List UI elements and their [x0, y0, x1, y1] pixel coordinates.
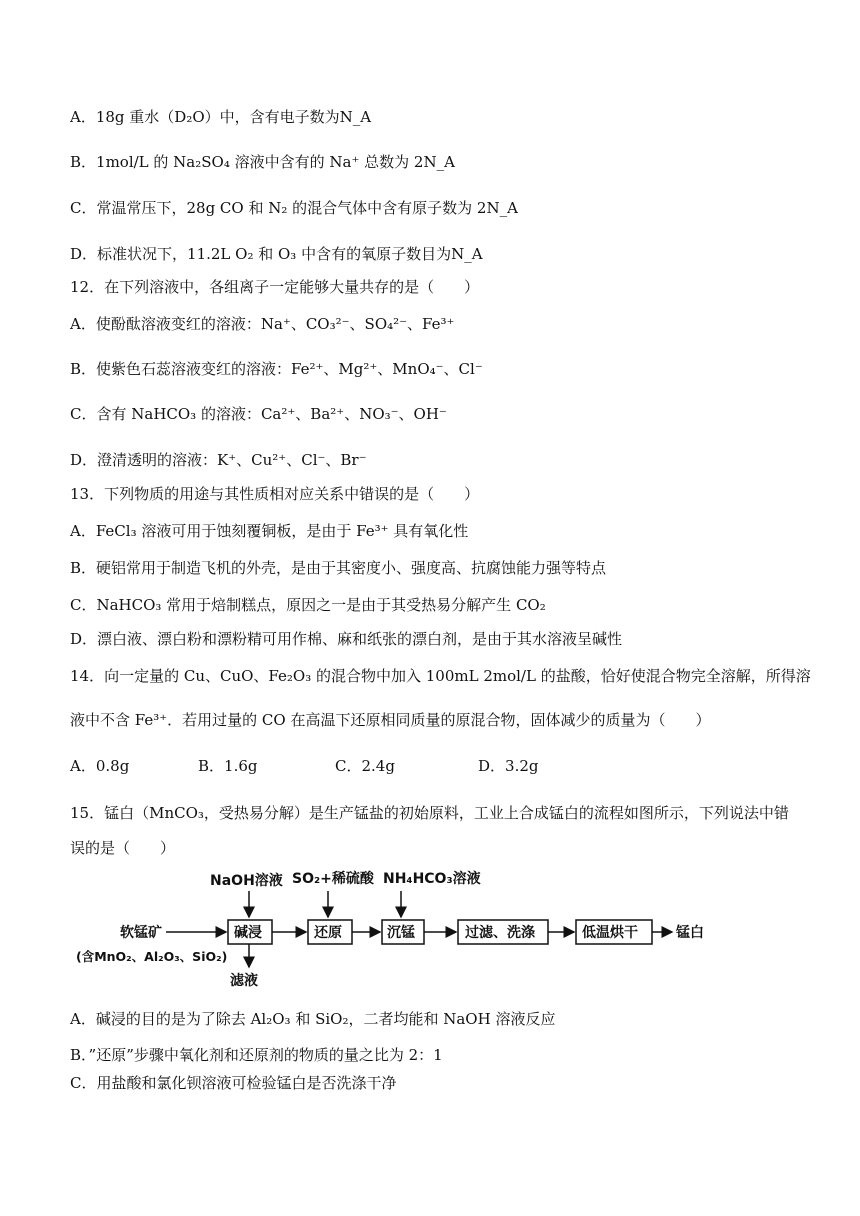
- q13-stem: 13．下列物质的用途与其性质相对应关系中错误的是（ ）: [70, 485, 480, 503]
- q14-option-a: A．0.8g: [70, 757, 130, 775]
- waste-filtrate: 滤液: [230, 973, 258, 989]
- q14-option-d: D．3.2g: [478, 757, 539, 775]
- q14-stem-line1: 14．向一定量的 Cu、CuO、Fe₂O₃ 的混合物中加入 100mL 2mol/L 的盐酸，恰好使混合物完全溶解，所得溶: [70, 667, 811, 685]
- reagent-so2-acid: SO₂+稀硫酸: [292, 871, 374, 887]
- q12-option-c: C．含有 NaHCO₃ 的溶液：Ca²⁺、Ba²⁺、NO₃⁻、OH⁻: [70, 405, 447, 423]
- q11-option-a: A．18g 重水（D₂O）中，含有电子数为N_A: [70, 108, 372, 126]
- q12-option-a: A．使酚酞溶液变红的溶液：Na⁺、CO₃²⁻、SO₄²⁻、Fe³⁺: [70, 315, 455, 333]
- q13-option-a: A．FeCl₃ 溶液可用于蚀刻覆铜板，是由于 Fe³⁺ 具有氧化性: [70, 522, 469, 540]
- q12-stem: 12．在下列溶液中，各组离子一定能够大量共存的是（ ）: [70, 278, 480, 296]
- product-mn-white: 锰白: [676, 925, 704, 941]
- q12-option-b: B．使紫色石蕊溶液变红的溶液：Fe²⁺、Mg²⁺、MnO₄⁻、Cl⁻: [70, 360, 483, 378]
- q15-stem-line1: 15．锰白（MnCO₃，受热易分解）是生产锰盐的初始原料，工业上合成锰白的流程如图所示，下列说法中错: [70, 804, 789, 822]
- step-filter-wash: 过滤、洗涤: [465, 925, 535, 941]
- q12-option-d: D．澄清透明的溶液：K⁺、Cu²⁺、Cl⁻、Br⁻: [70, 451, 367, 469]
- step-alkali-leach: 碱浸: [234, 925, 262, 941]
- process-flow-diagram: [70, 865, 790, 995]
- q13-option-d: D．漂白液、漂白粉和漂粉精可用作棉、麻和纸张的漂白剂，是由于其水溶液呈碱性: [70, 630, 623, 648]
- q13-option-c: C．NaHCO₃ 常用于焙制糕点，原因之一是由于其受热易分解产生 CO₂: [70, 596, 546, 614]
- q15-option-b: B．”还原”步骤中氧化剂和还原剂的物质的量之比为 2：1: [70, 1046, 443, 1064]
- raw-material: 软锰矿: [120, 925, 162, 941]
- q13-option-b: B．硬铝常用于制造飞机的外壳，是由于其密度小、强度高、抗腐蚀能力强等特点: [70, 559, 607, 577]
- step-low-temp-dry: 低温烘干: [582, 925, 638, 941]
- step-precipitate-mn: 沉锰: [387, 925, 415, 941]
- step-reduction: 还原: [314, 925, 342, 941]
- q14-option-b: B．1.6g: [198, 757, 258, 775]
- raw-material-composition: (含MnO₂、Al₂O₃、SiO₂): [76, 949, 228, 964]
- q11-option-d: D．标准状况下，11.2L O₂ 和 O₃ 中含有的氧原子数目为N_A: [70, 245, 483, 263]
- q14-stem-line2: 液中不含 Fe³⁺．若用过量的 CO 在高温下还原相同质量的原混合物，固体减少的质量为（ ）: [70, 711, 711, 729]
- q15-stem-line2: 误的是（ ）: [70, 839, 176, 857]
- reagent-nh4hco3: NH₄HCO₃溶液: [383, 871, 481, 887]
- reagent-naoh: NaOH溶液: [210, 873, 283, 889]
- q15-option-c: C．用盐酸和氯化钡溶液可检验锰白是否洗涤干净: [70, 1074, 397, 1092]
- q11-option-b: B．1mol/L 的 Na₂SO₄ 溶液中含有的 Na⁺ 总数为 2N_A: [70, 153, 455, 171]
- q15-option-a: A．碱浸的目的是为了除去 Al₂O₃ 和 SiO₂，二者均能和 NaOH 溶液反应: [70, 1010, 556, 1028]
- q14-option-c: C．2.4g: [335, 757, 395, 775]
- q11-option-c: C．常温常压下，28g CO 和 N₂ 的混合气体中含有原子数为 2N_A: [70, 199, 518, 217]
